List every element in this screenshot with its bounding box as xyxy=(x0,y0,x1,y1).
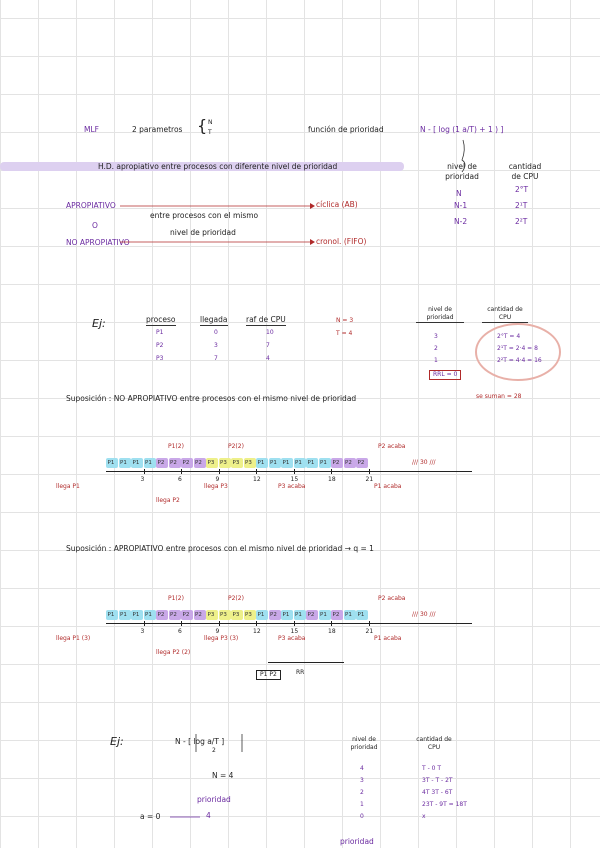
ex2-row-nivel: 1 xyxy=(360,801,364,808)
timeline-block-label: P1 xyxy=(107,460,115,466)
param-t: T xyxy=(208,129,212,136)
ex1-row2-raf: 7 xyxy=(266,342,270,349)
ann-p2-acaba: P2 acaba xyxy=(378,595,406,602)
timeline-block-label: P2 xyxy=(195,460,202,466)
level-table-h2: cantidad de CPU xyxy=(508,162,542,181)
ex1-row3-llegada: 7 xyxy=(214,355,218,362)
timeline-block-label: P2 xyxy=(157,612,165,618)
ex2-row-nivel: 4 xyxy=(360,765,364,772)
ex2-row-cpu: x xyxy=(422,813,426,820)
ex1-lvl2-cpu: 2¹T = 2·4 = 8 xyxy=(497,345,538,352)
timeline-block-label: P1 xyxy=(257,460,265,466)
func-formula: N - [ log (1 a/T) + 1 ) ] xyxy=(420,125,504,134)
o-label: O xyxy=(92,221,98,230)
p1p2-box: P1 P2 xyxy=(256,670,281,680)
ann-p2-acaba: P2 acaba xyxy=(378,443,406,450)
timeline-block-label: P1 xyxy=(120,460,127,466)
apropiativo-label: APROPIATIVO xyxy=(66,201,116,210)
timeline-block-label: P1 xyxy=(345,612,352,618)
ex1-lvl-h2: cantidad de CPU xyxy=(482,306,528,323)
ex2-row-cpu: 3T - T - 2T xyxy=(422,777,453,784)
ex1-row3-raf: 4 xyxy=(266,355,270,362)
tick-label: 6 xyxy=(178,628,182,635)
timeline-block-label: P2 xyxy=(307,612,315,618)
timeline-block-label: P2 xyxy=(182,460,190,466)
level-row-3-cpu: 2²T xyxy=(515,217,528,226)
tick-label: 3 xyxy=(140,628,145,635)
no-apropiativo-label: NO APROPIATIVO xyxy=(66,238,130,247)
ex2-formula: N - [ log a/T ] xyxy=(175,737,225,746)
llega-p2: llega P2 (2) xyxy=(156,649,191,656)
ex2-row-cpu: 23T - 9T = 18T xyxy=(422,801,467,808)
ex2-row-cpu: 4T 3T - 6T xyxy=(422,789,453,796)
ex2-row-nivel: 2 xyxy=(360,789,364,796)
level-row-3-nivel: N-2 xyxy=(454,217,468,226)
tick-label: 15 xyxy=(290,476,299,483)
ex2-a0: a = 0 xyxy=(140,812,161,821)
timeline-block-label: P2 xyxy=(195,612,202,618)
ex2-base: 2 xyxy=(212,747,216,754)
timeline-block-label: P1 xyxy=(357,612,365,618)
timeline-block-label: P3 xyxy=(232,612,240,618)
llega-p3: llega P3 xyxy=(204,483,228,490)
cronol-label: cronol. (FIFO) xyxy=(316,237,367,246)
timeline-block-label: P3 xyxy=(207,612,215,618)
func-label: función de prioridad xyxy=(308,125,384,134)
timeline-block-label: P1 xyxy=(120,612,127,618)
param-n: N xyxy=(208,119,213,126)
timeline-block-label: P3 xyxy=(245,460,252,466)
p1-acaba: P1 acaba xyxy=(374,483,402,490)
timeline-block-label: P1 xyxy=(295,612,302,618)
tick-label: 18 xyxy=(328,476,336,483)
llega-p3: llega P3 (3) xyxy=(204,635,239,642)
ex1-n: N = 3 xyxy=(336,317,354,324)
timeline-block-label: P2 xyxy=(357,460,365,466)
ex2-prioridad: prioridad xyxy=(197,795,231,804)
timeline-block-label: P2 xyxy=(332,460,340,466)
timeline-block-label: P1 xyxy=(107,612,115,618)
ex1-header-proceso: proceso xyxy=(146,315,176,324)
ex1-header-llegada: llegada xyxy=(200,315,228,324)
sup2-text: Suposición : APROPIATIVO entre procesos con el mismo nivel de prioridad → q = 1 xyxy=(66,544,374,553)
timeline-block-label: P1 xyxy=(295,460,302,466)
ex2-h2: cantidad de CPU xyxy=(416,736,452,752)
timeline-block-label: P2 xyxy=(170,612,177,618)
sup1-text: Suposición : NO APROPIATIVO entre procesos con el mismo nivel de prioridad xyxy=(66,394,357,403)
timeline-block-label: P2 xyxy=(332,612,340,618)
level-row-1-cpu: 2°T xyxy=(515,185,529,194)
timeline-block-label: P3 xyxy=(245,612,252,618)
gap-label: /// 30 /// xyxy=(412,611,436,618)
timeline-block-label: P3 xyxy=(220,460,227,466)
ex1-lvl1-n: 3 xyxy=(434,333,438,340)
llega-p2: llega P2 xyxy=(156,497,180,504)
timeline-block-label: P1 xyxy=(307,460,315,466)
ex2-row-nivel: 3 xyxy=(360,777,364,784)
tick-label: 9 xyxy=(215,628,220,635)
p3-acaba: P3 acaba xyxy=(278,483,306,490)
ann-p1: P1(2) xyxy=(168,443,184,450)
tick-label: 3 xyxy=(140,476,145,483)
example1-label: Ej: xyxy=(92,317,106,330)
timeline-block-label: P1 xyxy=(145,612,152,618)
ann-p1: P1(2) xyxy=(168,595,184,602)
ex1-rrl: RRL = 0 xyxy=(429,370,461,380)
timeline-block-label: P2 xyxy=(157,460,165,466)
ex1-row2-p: P2 xyxy=(156,342,164,349)
ciclica-label: cíclica (AB) xyxy=(316,200,358,209)
tick-label: 21 xyxy=(365,476,374,483)
ann-p2: P2(2) xyxy=(228,443,244,450)
timeline-block-label: P1 xyxy=(320,460,327,466)
tick-label: 12 xyxy=(253,628,261,635)
tick-label: 9 xyxy=(215,476,220,483)
timeline-block-label: P2 xyxy=(270,612,277,618)
tick-label: 12 xyxy=(253,476,261,483)
level-row-2-nivel: N-1 xyxy=(454,201,468,210)
ex1-lvl3-n: 1 xyxy=(434,357,438,364)
ex1-lvl3-cpu: 2²T = 4·4 = 16 xyxy=(497,357,542,364)
timeline-block-label: P3 xyxy=(220,612,227,618)
ex1-suman: se suman = 28 xyxy=(476,393,522,400)
ex2-row-cpu: T - 0 T xyxy=(422,765,442,772)
tick-label: 18 xyxy=(328,628,336,635)
timeline-block-label: P2 xyxy=(345,460,352,466)
timeline-block-label: P1 xyxy=(132,612,140,618)
ex2-a0-result: 4 xyxy=(206,811,211,820)
tick-label: 15 xyxy=(290,628,299,635)
rr-label: RR xyxy=(296,669,305,676)
timeline-block-label: P3 xyxy=(207,460,215,466)
ex1-t: T = 4 xyxy=(336,330,353,337)
ex1-header-raf: raf de CPU xyxy=(246,315,286,324)
gap-label: /// 30 /// xyxy=(412,459,436,466)
ex1-row1-raf: 10 xyxy=(266,329,274,336)
timeline-block-label: P1 xyxy=(257,612,265,618)
ex1-row1-p: P1 xyxy=(156,329,164,336)
entre-mismo-text: entre procesos con el mismo xyxy=(150,211,259,220)
ex1-lvl-h1: nivel de prioridad xyxy=(416,306,464,323)
llega-p1: llega P1 xyxy=(56,483,80,490)
ex2-n: N = 4 xyxy=(212,771,234,780)
ex1-row2-llegada: 3 xyxy=(214,342,218,349)
llega-p1: llega P1 (3) xyxy=(56,635,91,642)
example2-label: Ej: xyxy=(110,735,124,748)
ex1-lvl1-cpu: 2°T = 4 xyxy=(497,333,521,340)
param-brace: { xyxy=(197,116,208,135)
timeline-block-label: P1 xyxy=(132,460,140,466)
level-row-2-cpu: 2¹T xyxy=(515,201,528,210)
p1-acaba: P1 acaba xyxy=(374,635,402,642)
timeline-block-label: P1 xyxy=(282,460,290,466)
timeline-block-label: P1 xyxy=(270,460,277,466)
timeline-block-label: P1 xyxy=(145,460,152,466)
ex1-row1-llegada: 0 xyxy=(214,329,218,336)
timeline-block-label: P1 xyxy=(282,612,290,618)
p3-acaba: P3 acaba xyxy=(278,635,306,642)
level-table-h1: nivel de prioridad xyxy=(445,162,479,181)
hd-text: H.D. apropiativo entre procesos con diferente nivel de prioridad xyxy=(98,162,338,171)
ann-p2: P2(2) xyxy=(228,595,244,602)
timeline-block-label: P2 xyxy=(182,612,190,618)
ex1-lvl2-n: 2 xyxy=(434,345,438,352)
tick-label: 6 xyxy=(178,476,182,483)
tick-label: 21 xyxy=(365,628,374,635)
timeline-block-label: P3 xyxy=(232,460,240,466)
params-label: 2 parametros xyxy=(132,125,183,134)
ex2-h1: nivel de prioridad xyxy=(350,736,378,752)
level-row-1-nivel: N xyxy=(456,189,462,198)
timeline-block-label: P2 xyxy=(170,460,177,466)
ex2-row-nivel: 0 xyxy=(360,813,364,820)
ex2-prioridad-bottom: prioridad xyxy=(340,837,374,846)
nivel-prio-text: nivel de prioridad xyxy=(170,228,236,237)
mlf-label: MLF xyxy=(84,125,99,134)
timeline-block-label: P1 xyxy=(320,612,327,618)
ex1-row3-p: P3 xyxy=(156,355,164,362)
